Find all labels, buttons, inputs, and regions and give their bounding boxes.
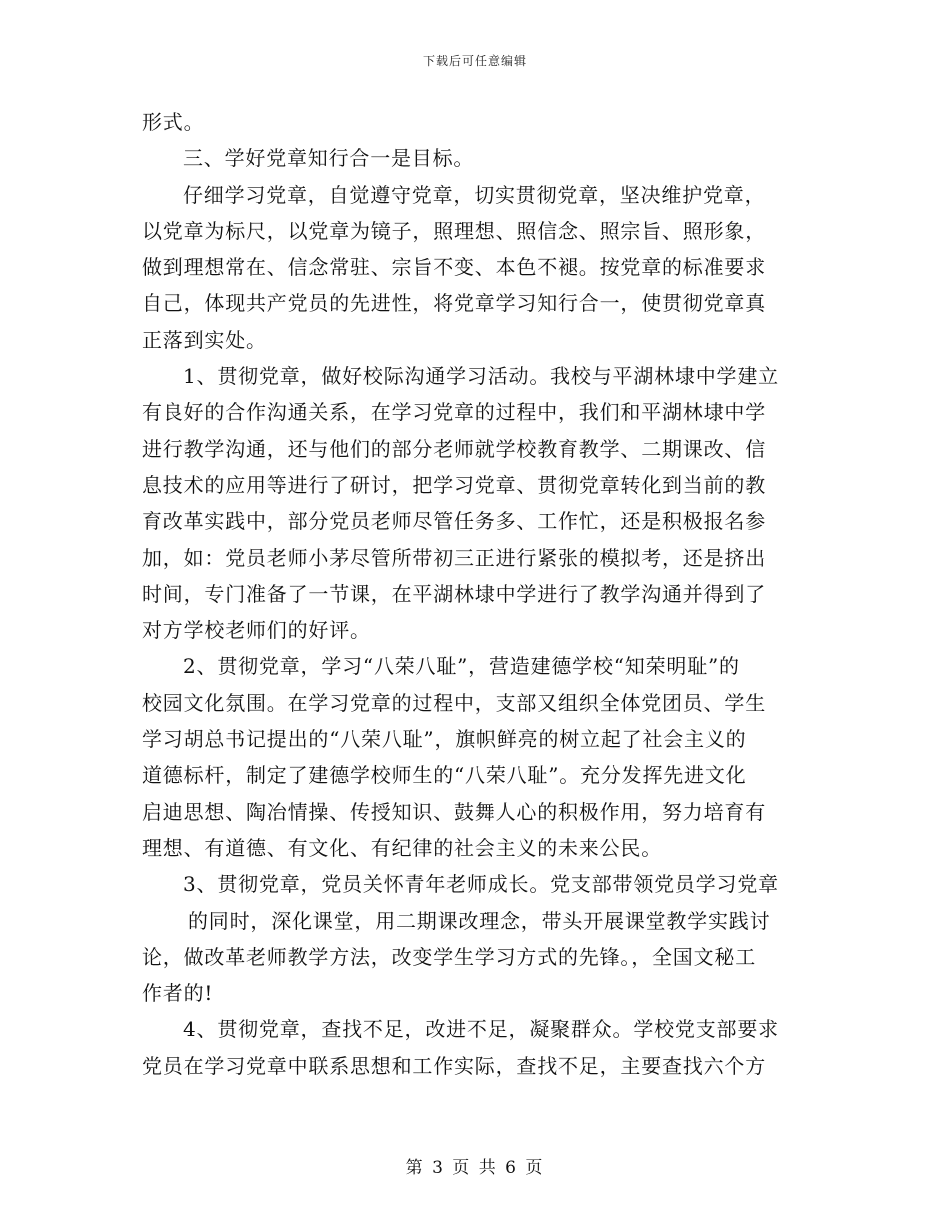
text-line: 道德标杆，制定了建德学校师生的“八荣八耻”。充分发挥先进文化 (142, 763, 747, 788)
text-line: 启迪思想、陶冶情操、传授知识、鼓舞人心的积极作用，努力培育有 (142, 799, 766, 824)
text-line: 息技术的应用等进行了研讨，把学习党章、贯彻党章转化到当前的教 (142, 472, 766, 497)
text-line: 有良好的合作沟通关系，在学习党章的过程中，我们和平湖林埭中学 (142, 400, 766, 425)
page-number: 第 3 页 共 6 页 (405, 1158, 545, 1178)
text-line: 校园文化氛围。在学习党章的过程中，支部又组织全体党团员、学生 (142, 690, 766, 715)
text-line: 对方学校老师们的好评。 (142, 618, 371, 643)
text-line: 1、贯彻党章，做好校际沟通学习活动。我校与平湖林埭中学建立 (183, 364, 779, 389)
text-line: 理想、有道德、有文化、有纪律的社会主义的未来公民。 (142, 835, 662, 860)
text-line: 加，如：党员老师小茅尽管所带初三正进行紧张的模拟考，还是挤出 (142, 545, 766, 570)
section-heading: 三、学好党章知行合一是目标。 (183, 146, 475, 171)
text-line: 育改革实践中，部分党员老师尽管任务多、工作忙，还是积极报名参 (142, 509, 766, 534)
text-line: 时间，专门准备了一节课，在平湖林埭中学进行了教学沟通并得到了 (142, 581, 766, 606)
text-line: 以党章为标尺，以党章为镜子，照理想、照信念、照宗旨、照形象， (142, 218, 766, 243)
document-body (142, 104, 808, 1084)
text-line: 形式。 (142, 110, 205, 134)
text-line: 自己，体现共产党员的先进性，将党章学习知行合一，使贯彻党章真 (142, 291, 766, 316)
text-line: 做到理想常在、信念常驻、宗旨不变、本色不褪。按党章的标准要求 (142, 255, 766, 280)
text-line: 论，做改革老师教学方法，改变学生学习方式的先锋。，全国文秘工 (142, 944, 756, 969)
text-line: 4、贯彻党章，查找不足，改进不足，凝聚群众。学校党支部要求 (183, 1017, 779, 1042)
text-line: 作者的! (142, 981, 214, 1006)
page-header-note: 下载后可任意编辑 (422, 54, 527, 68)
text-line: 的同时，深化课堂，用二期课改理念，带头开展课堂教学实践讨 (188, 908, 771, 933)
text-line: 学习胡总书记提出的“八荣八耻”，旗帜鲜亮的树立起了社会主义的 (142, 727, 747, 752)
text-line: 3、贯彻党章，党员关怀青年老师成长。党支部带领党员学习党章 (183, 872, 779, 897)
text-line: 进行教学沟通，还与他们的部分老师就学校教育教学、二期课改、信 (142, 436, 766, 461)
text-line: 仔细学习党章，自觉遵守党章，切实贯彻党章，坚决维护党章， (183, 182, 766, 207)
text-line: 2、贯彻党章，学习“八荣八耻”，营造建德学校“知荣明耻”的 (183, 654, 740, 679)
text-line: 正落到实处。 (142, 327, 267, 352)
text-line: 党员在学习党章中联系思想和工作实际，查找不足，主要查找六个方 (142, 1053, 766, 1078)
